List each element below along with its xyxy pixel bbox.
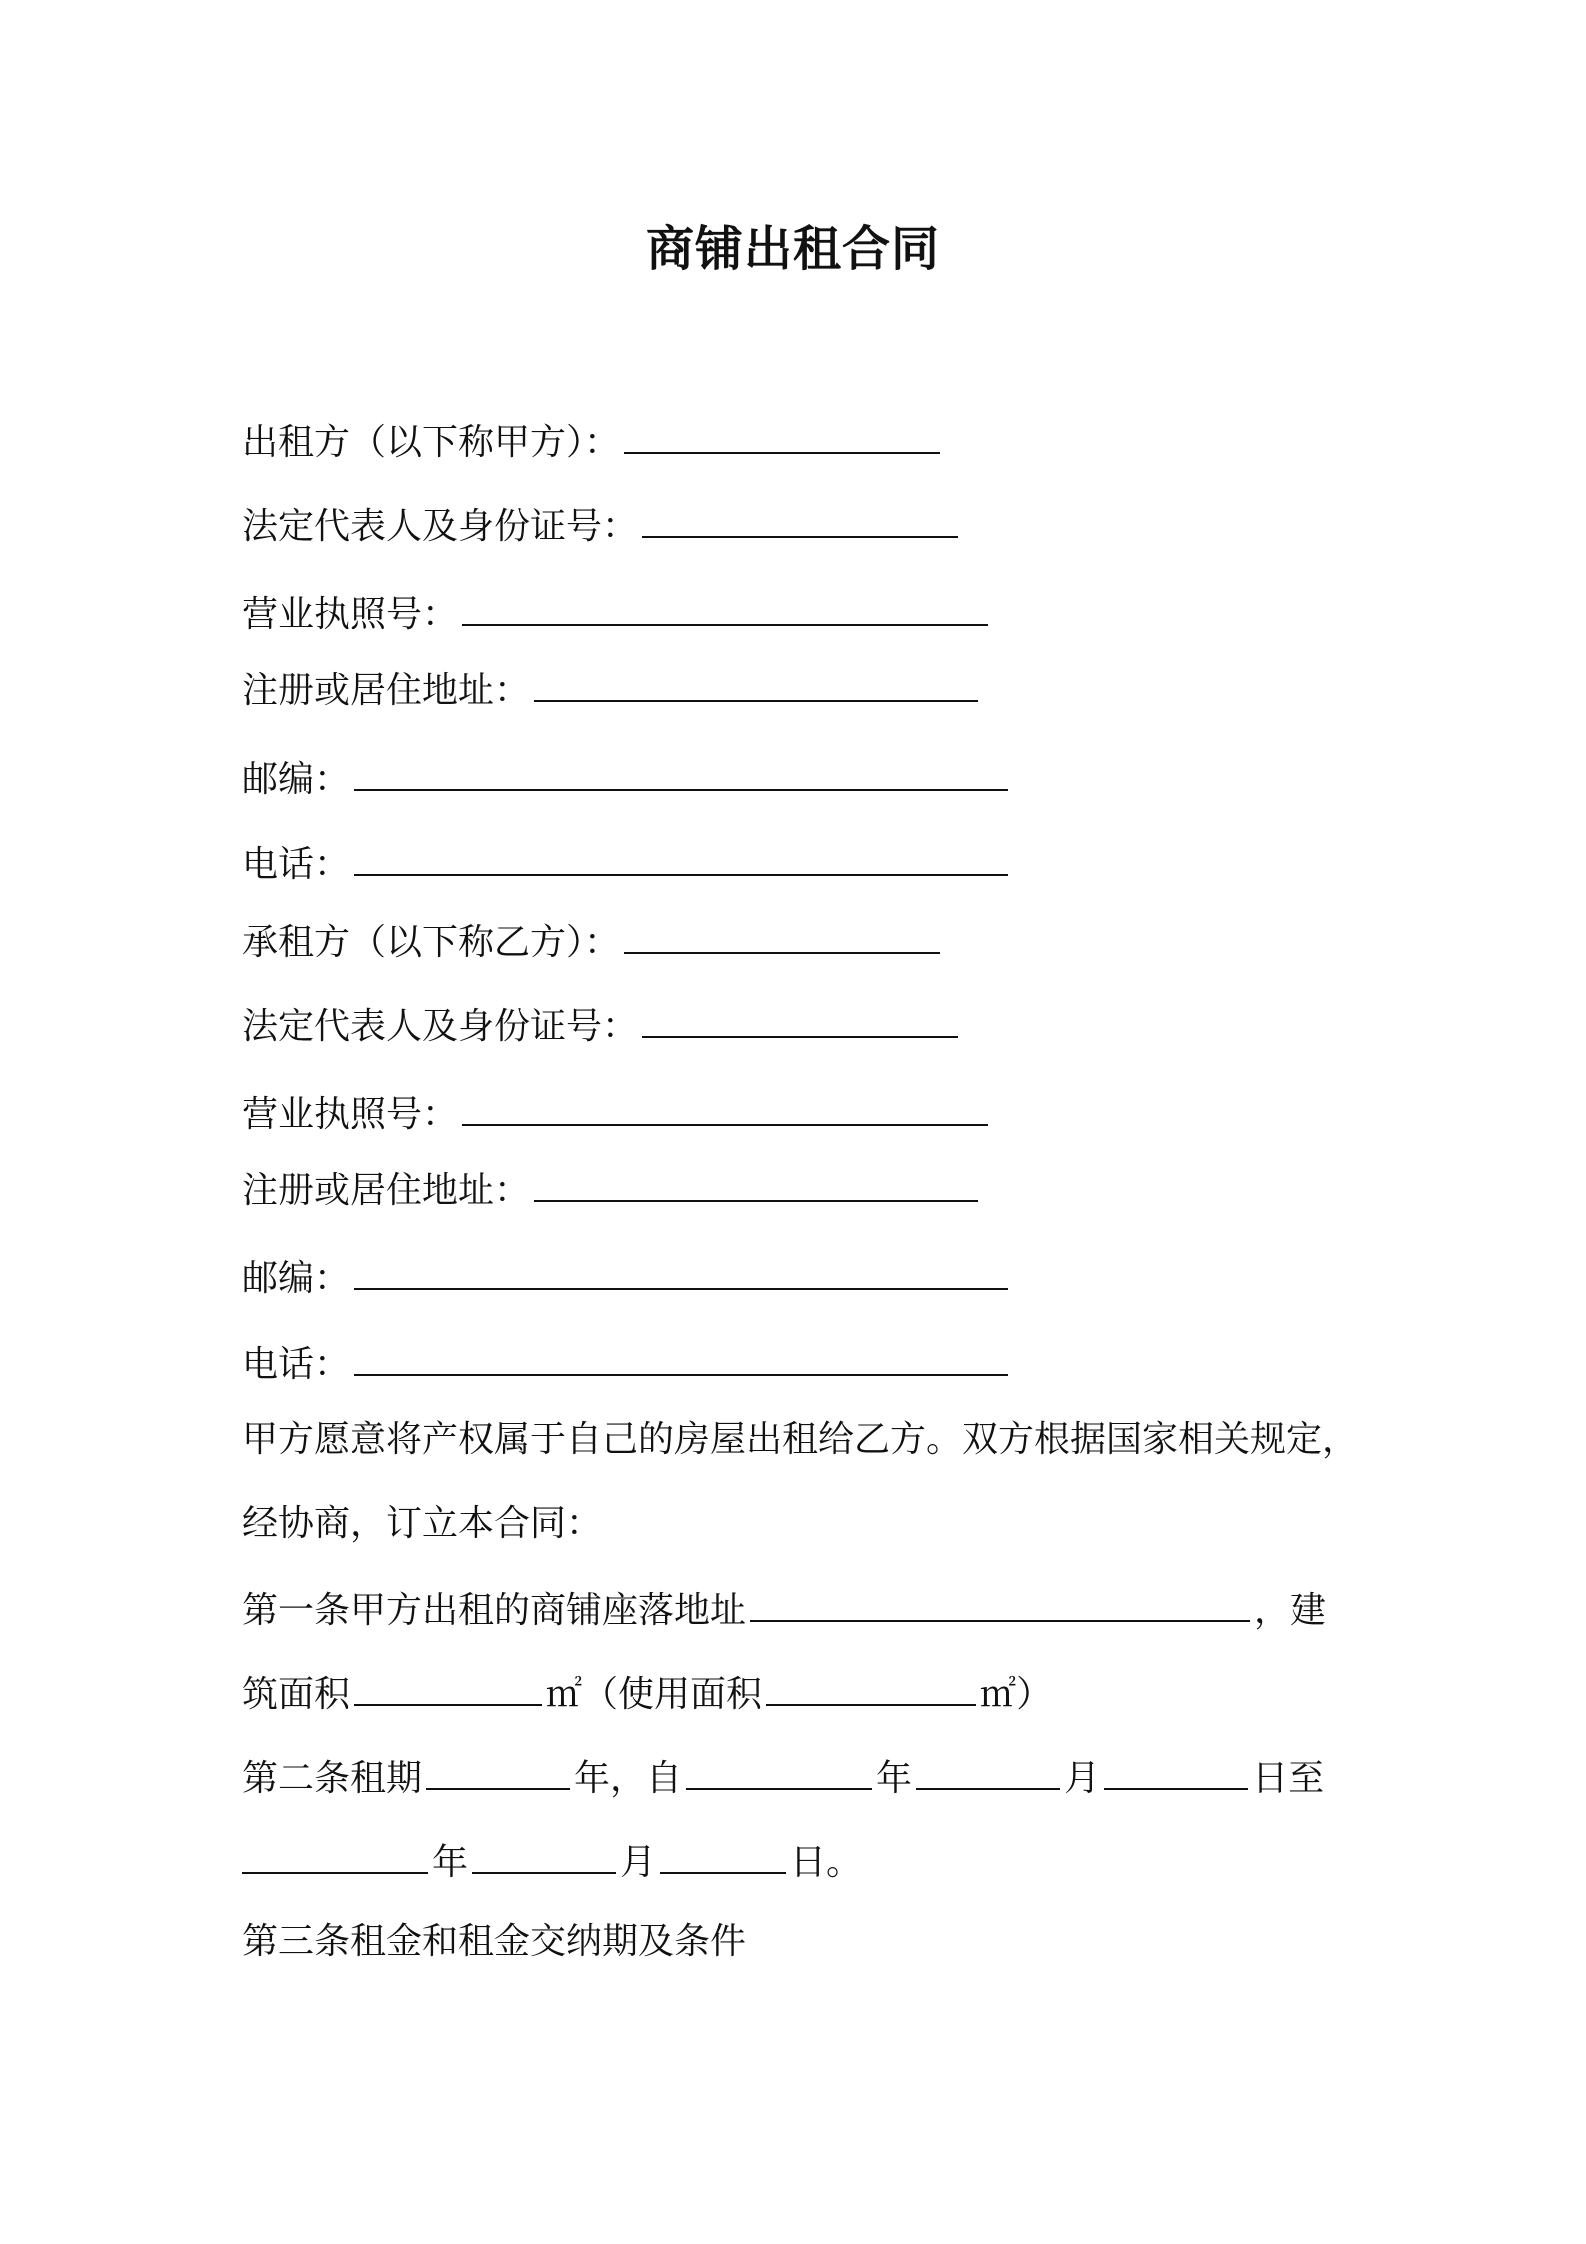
end-day-label: 日。	[790, 1842, 863, 1883]
lessee-address-line	[242, 1166, 982, 1213]
usable-area-unit: ㎡	[980, 1674, 1017, 1715]
lessee-license-field[interactable]	[462, 1090, 988, 1126]
lessee-phone-line	[242, 1340, 1012, 1387]
start-day-to-label: 日至	[1252, 1758, 1325, 1799]
end-year-unit: 年	[432, 1842, 469, 1883]
end-year-field[interactable]	[242, 1838, 428, 1874]
lessee-phone-field[interactable]	[354, 1340, 1008, 1376]
lessee-rep-field[interactable]	[642, 1002, 958, 1038]
lessor-name-line	[242, 418, 944, 465]
building-area-field[interactable]	[354, 1670, 542, 1706]
usable-area-label: （使用面积	[582, 1674, 763, 1715]
lessee-license-line	[242, 1090, 992, 1137]
lessor-phone-line	[242, 840, 1012, 887]
lessor-rep-field[interactable]	[642, 502, 958, 538]
lessor-name-label: 出租方（以下称甲方）：	[242, 422, 621, 463]
lessor-postcode-field[interactable]	[354, 755, 1008, 791]
lessee-name-field[interactable]	[624, 918, 940, 954]
lessor-license-label: 营业执照号：	[242, 594, 459, 635]
start-month-unit: 月	[1064, 1758, 1101, 1799]
lessor-address-line	[242, 666, 982, 713]
page-title: 商铺出租合同	[645, 221, 940, 277]
lessor-name-field[interactable]	[624, 418, 940, 454]
end-month-field[interactable]	[472, 1838, 616, 1874]
lessee-phone-label: 电话：	[242, 1344, 351, 1385]
start-year-field[interactable]	[686, 1754, 872, 1790]
lessee-postcode-field[interactable]	[354, 1254, 1008, 1290]
end-day-field[interactable]	[660, 1838, 786, 1874]
usable-area-field[interactable]	[766, 1670, 976, 1706]
lease-from-label: ，自	[610, 1758, 683, 1799]
lessor-rep-line	[242, 502, 962, 549]
lessor-postcode-line	[242, 755, 1012, 802]
start-day-field[interactable]	[1104, 1754, 1248, 1790]
lessee-license-label: 营业执照号：	[242, 1094, 459, 1135]
lessee-rep-line	[242, 1002, 962, 1049]
article-1-prefix: 第一条甲方出租的商铺座落地址	[242, 1590, 747, 1631]
building-area-label: 筑面积	[242, 1674, 351, 1715]
lessor-license-line	[242, 590, 992, 637]
lessee-postcode-label: 邮编：	[242, 1258, 351, 1299]
lease-term-year-unit: 年	[574, 1758, 611, 1799]
lessor-postcode-label: 邮编：	[242, 759, 351, 800]
article-1-line-2	[242, 1670, 1052, 1717]
lease-term-years-field[interactable]	[426, 1754, 570, 1790]
lessor-address-label: 注册或居住地址：	[242, 670, 531, 711]
article-2-prefix: 第二条租期	[242, 1758, 423, 1799]
usable-area-close: ）	[1016, 1674, 1053, 1715]
intro-line-1: 甲方愿意将产权属于自己的房屋出租给乙方。双方根据国家相关规定，	[242, 1419, 1359, 1460]
intro-line-2: 经协商，订立本合同：	[242, 1503, 603, 1544]
lessee-name-label: 承租方（以下称乙方）：	[242, 922, 621, 963]
premises-address-field[interactable]	[750, 1586, 1250, 1622]
end-month-unit: 月	[620, 1842, 657, 1883]
lessee-name-line	[242, 918, 944, 965]
lessor-phone-field[interactable]	[354, 840, 1008, 876]
lessor-license-field[interactable]	[462, 590, 988, 626]
lessor-phone-label: 电话：	[242, 844, 351, 885]
start-month-field[interactable]	[916, 1754, 1060, 1790]
article-3-heading: 第三条租金和租金交纳期及条件	[242, 1921, 747, 1962]
article-2-line-2	[242, 1838, 862, 1885]
lessor-address-field[interactable]	[534, 666, 978, 702]
lessee-address-field[interactable]	[534, 1166, 978, 1202]
lessor-rep-label: 法定代表人及身份证号：	[242, 506, 639, 547]
article-1-line-1	[242, 1586, 1326, 1633]
start-year-unit: 年	[876, 1758, 913, 1799]
lessee-postcode-line	[242, 1254, 1012, 1301]
building-area-unit: ㎡	[546, 1674, 583, 1715]
lessee-address-label: 注册或居住地址：	[242, 1170, 531, 1211]
lessee-rep-label: 法定代表人及身份证号：	[242, 1006, 639, 1047]
article-1-suffix: ，建	[1254, 1590, 1327, 1631]
article-2-line-1	[242, 1754, 1324, 1801]
